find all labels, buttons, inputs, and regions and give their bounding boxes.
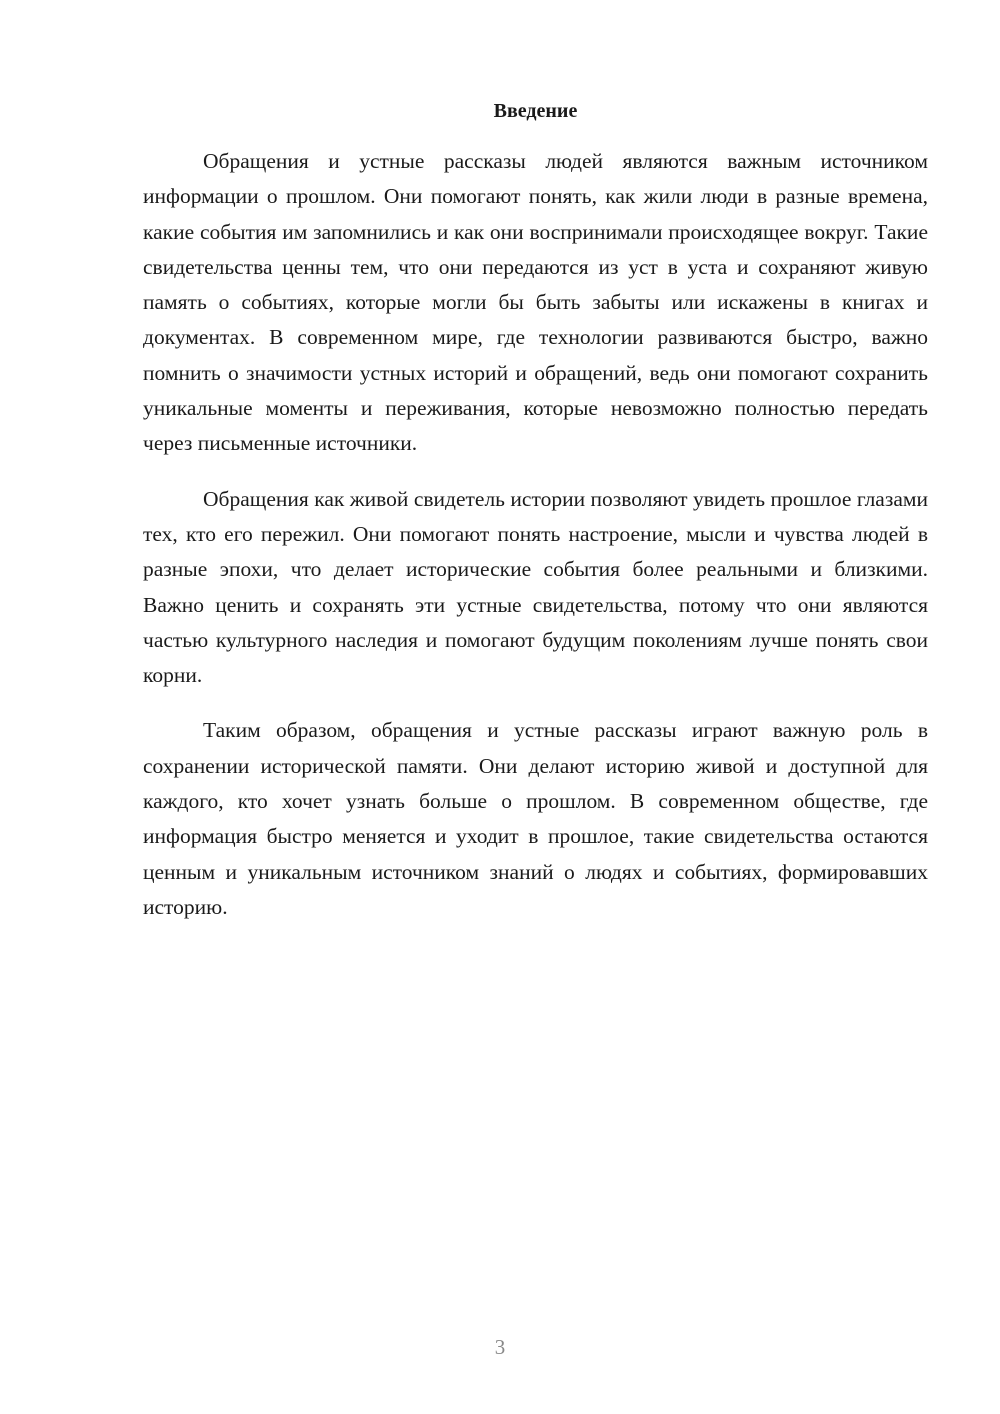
page-number: 3: [494, 1335, 506, 1359]
page-content: [143, 96, 928, 925]
paragraph-2: Обращения как живой свидетель истории позволяют увидеть прошлое глазами тех, кто его пережил. Они помогают понять настроение, мысли и чувства людей в разные эпохи, что делает исторические события более реальными и близкими. Важно ценить и сохранять эти устные свидетельства, потому что они являются частью культурного наследия и помогают будущим поколениям лучше понять свои корни.: [143, 486, 928, 688]
paragraph-3: Таким образом, обращения и устные рассказы играют важную роль в сохранении исторической памяти. Они делают историю живой и доступной для каждого, кто хочет узнать больше о прошлом. В современном обществе, где информация быстро меняется и уходит в прошлое, такие свидетельства остаются ценным и уникальным источником знаний о людях и событиях, формировавших историю.: [143, 718, 928, 919]
paragraph-1: Обращения и устные рассказы людей являются важным источником информации о прошлом. Они помогают понять, как жили люди в разные времена, какие события им запомнились и как они воспринимали происходящее вокруг. Такие свидетельства ценны тем, что они передаются из уст в уста и сохраняют живую память о событиях, которые могли бы быть забыты или искажены в книгах и документах. В современном мире, где технологии развиваются быстро, важно помнить о значимости устных историй и обращений, ведь они помогают сохранить уникальные моменты и переживания, которые невозможно полностью передать через письменные источники.: [143, 149, 928, 456]
section-title: Введение: [493, 100, 578, 122]
